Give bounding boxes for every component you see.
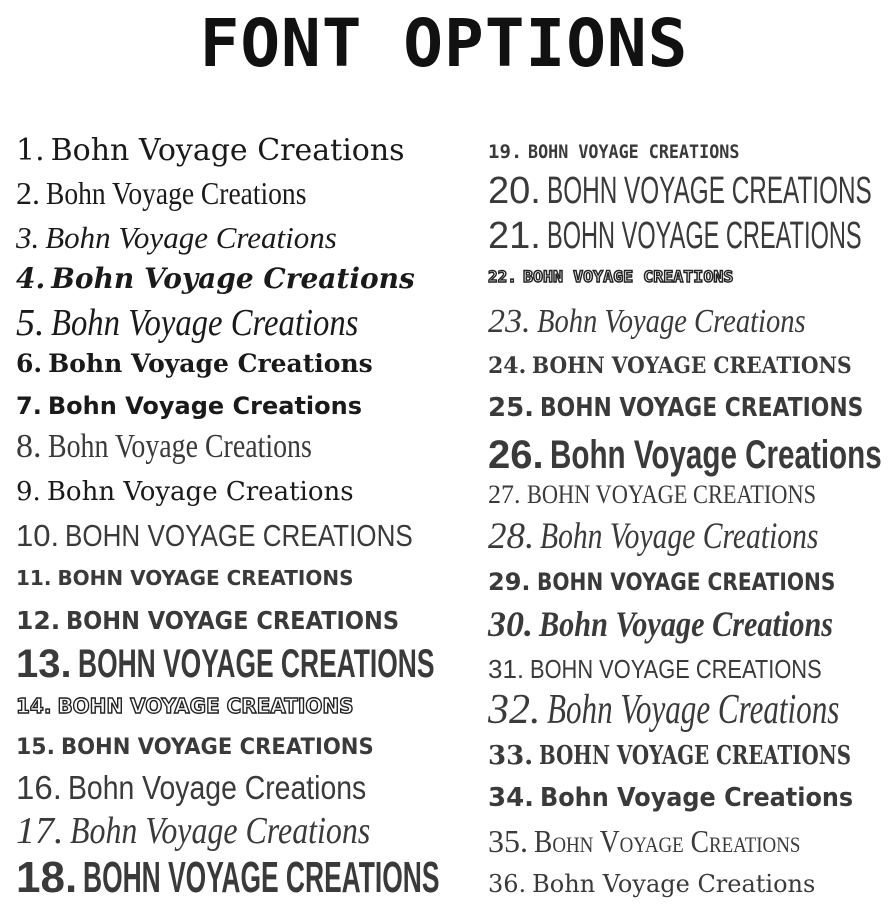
font-option-9 — [16, 477, 396, 507]
font-number: 6. — [16, 348, 43, 378]
font-sample: Bohn Voyage Creations — [546, 687, 839, 733]
font-option-4 — [16, 261, 415, 297]
font-sample: Bohn Voyage Creations — [46, 175, 307, 211]
font-option-17 — [16, 810, 396, 852]
font-option-10 — [16, 517, 413, 553]
font-number: 13. — [16, 642, 72, 686]
font-option-19 — [488, 140, 868, 164]
font-option-24 — [488, 352, 868, 380]
font-option-32 — [488, 686, 868, 734]
font-option-23 — [488, 302, 868, 342]
font-option-2 — [16, 175, 396, 211]
font-sample: Bohn Voyage Creations — [45, 219, 337, 255]
font-number: 21. — [488, 215, 541, 257]
font-sample: BOHN VOYAGE CREATIONS — [539, 741, 852, 771]
font-sample: Bohn Voyage Creations — [549, 433, 882, 477]
font-option-5 — [16, 302, 396, 344]
font-sample: Bohn Voyage Creations — [69, 810, 370, 852]
font-option-36 — [488, 869, 868, 899]
font-number: 20. — [488, 170, 541, 212]
font-number: 35. — [488, 823, 528, 859]
font-number: 29. — [488, 568, 531, 596]
font-sample: BOHN VOYAGE CREATIONS — [532, 353, 852, 379]
font-number: 24. — [488, 353, 527, 379]
font-number: 15. — [16, 735, 55, 760]
font-option-33 — [488, 740, 868, 772]
font-sample: Bohn Voyage Creations — [532, 870, 816, 898]
font-sample: BOHN VOYAGE CREATIONS — [522, 267, 734, 286]
font-sample: BOHN VOYAGE CREATIONS — [77, 642, 435, 686]
font-sample: BOHN VOYAGE CREATIONS — [57, 566, 354, 590]
font-sample: Bohn Voyage Creations — [534, 823, 801, 859]
font-sample: Bohn Voyage Creations — [47, 392, 363, 420]
font-sample: Bohn Voyage Creations — [540, 783, 854, 813]
font-option-34 — [488, 782, 868, 814]
font-number: 4. — [16, 262, 46, 295]
font-sample: BOHN VOYAGE CREATIONS — [546, 215, 862, 257]
font-sample: Bohn Voyage Creations — [67, 768, 367, 806]
font-number: 17. — [16, 810, 64, 852]
font-number: 9. — [16, 477, 41, 507]
font-sample: BOHN VOYAGE CREATIONS — [65, 517, 413, 553]
font-option-18 — [16, 853, 440, 902]
font-number: 10. — [16, 517, 60, 553]
font-option-11 — [16, 565, 396, 591]
font-sample: BOHN VOYAGE CREATIONS — [60, 735, 374, 760]
font-option-1 — [16, 133, 405, 168]
font-sample: Bohn Voyage Creations — [51, 262, 415, 295]
font-number: 7. — [16, 392, 42, 420]
font-sample: Bohn Voyage Creations — [50, 133, 405, 168]
font-number: 1. — [16, 133, 45, 168]
font-number: 26. — [488, 433, 544, 477]
font-option-35 — [488, 822, 868, 860]
font-number: 36. — [488, 870, 527, 898]
font-option-30 — [488, 603, 868, 645]
font-option-16 — [16, 768, 396, 806]
font-option-22 — [488, 266, 868, 288]
font-sample: BOHN VOYAGE CREATIONS — [540, 393, 864, 423]
font-option-20 — [488, 170, 872, 212]
font-sample: Bohn Voyage Creations — [540, 515, 819, 557]
font-sample: Bohn Voyage Creations — [50, 302, 358, 344]
font-option-8 — [16, 428, 396, 466]
font-number: 5. — [16, 302, 45, 344]
font-option-28 — [488, 515, 868, 557]
font-option-7 — [16, 391, 396, 421]
font-number: 8. — [16, 428, 42, 465]
font-sample: Bohn Voyage Creations — [47, 428, 312, 465]
font-option-12 — [16, 604, 400, 636]
font-number: 25. — [488, 393, 535, 423]
font-sample: BOHN VOYAGE CREATIONS — [528, 140, 740, 163]
font-option-6 — [16, 348, 396, 378]
font-option-25 — [488, 392, 868, 424]
font-sample: BOHN VOYAGE CREATIONS — [536, 568, 835, 596]
font-number: 31. — [488, 654, 525, 684]
font-number: 18. — [16, 853, 78, 902]
font-option-21 — [488, 215, 868, 257]
font-number: 27. — [488, 480, 521, 509]
page-title: FONT OPTIONS — [199, 5, 689, 82]
font-number: 33. — [488, 741, 534, 771]
font-number: 19. — [488, 140, 523, 163]
font-number: 12. — [16, 605, 61, 635]
font-option-29 — [488, 568, 868, 596]
font-sample: Bohn Voyage Creations — [539, 604, 834, 644]
font-option-13 — [16, 642, 435, 686]
font-number: 28. — [488, 515, 535, 557]
font-sample: Bohn Voyage Creations — [536, 303, 806, 340]
font-number: 3. — [16, 219, 40, 255]
font-option-31 — [488, 654, 868, 684]
font-number: 14. — [16, 694, 52, 718]
font-number: 23. — [488, 303, 531, 340]
font-sample: BOHN VOYAGE CREATIONS — [546, 170, 872, 212]
font-number: 16. — [16, 768, 62, 806]
font-sample: BOHN VOYAGE CREATIONS — [530, 654, 822, 684]
font-number: 2. — [16, 175, 40, 211]
font-sample: BOHN VOYAGE CREATIONS — [526, 480, 816, 509]
font-option-26 — [488, 433, 882, 477]
font-sample: BOHN VOYAGE CREATIONS — [66, 605, 400, 635]
font-sample: Bohn Voyage Creations — [46, 477, 354, 507]
font-sample: BOHN VOYAGE CREATIONS — [57, 694, 354, 718]
font-sample: BOHN VOYAGE CREATIONS — [83, 853, 440, 902]
font-number: 32. — [488, 687, 541, 733]
font-number: 22. — [488, 267, 517, 286]
font-sample: Bohn Voyage Creations — [48, 348, 373, 378]
font-option-15 — [16, 734, 396, 762]
font-number: 34. — [488, 783, 535, 813]
font-number: 30. — [488, 604, 533, 644]
font-option-3 — [16, 220, 396, 254]
font-option-14 — [16, 692, 396, 720]
font-number: 11. — [16, 566, 52, 590]
font-option-27 — [488, 480, 868, 510]
